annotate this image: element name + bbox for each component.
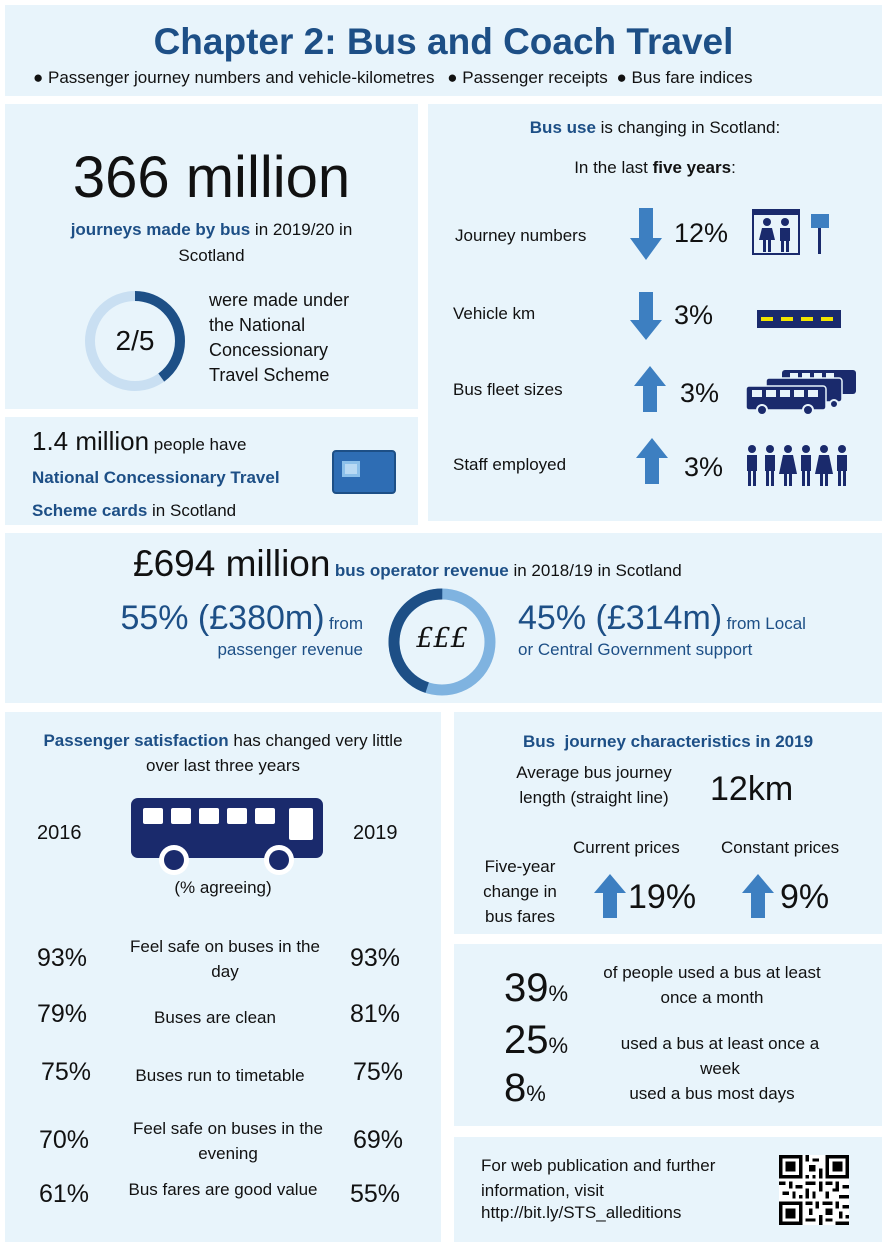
value-2016: 75%	[41, 1058, 92, 1086]
cards-text	[32, 425, 332, 527]
revenue-left-value: 55% (£380m)	[120, 599, 325, 637]
frequency-text: used a bus at least once a week	[620, 1034, 820, 1078]
satisfaction-title-bold: Passenger satisfaction	[43, 731, 229, 750]
revenue-desc-rest: in 2018/19 in Scotland	[508, 561, 682, 580]
revenue-headline: £694 million	[133, 543, 331, 584]
value-2019: 55%	[350, 1180, 401, 1208]
concession-ratio: 2/5	[115, 325, 155, 356]
concession-text	[209, 288, 349, 388]
qr-code-icon[interactable]	[779, 1155, 849, 1225]
cards-text2: in Scotland	[147, 501, 237, 520]
bus-use-value: 3%	[674, 300, 714, 330]
header-panel	[5, 5, 882, 96]
value-2019: 75%	[353, 1058, 404, 1086]
revenue-left	[53, 599, 363, 660]
satisfaction-title	[5, 728, 441, 778]
arrow-up-icon	[634, 366, 666, 412]
frequency-text: used a bus most days	[629, 1084, 795, 1103]
table-row	[5, 1058, 441, 1098]
concession-text-line: Concessionary	[209, 340, 329, 360]
table-row	[5, 1000, 441, 1040]
frequency-unit: %	[548, 1033, 569, 1058]
bus-use-label: Vehicle km	[453, 304, 536, 323]
bus-use-value: 3%	[680, 378, 720, 408]
bus-fleet-icon	[744, 368, 858, 416]
value-2016: 79%	[37, 1000, 88, 1028]
revenue-desc-bold: bus operator revenue	[334, 561, 509, 580]
bus-use-label: Staff employed	[453, 455, 567, 474]
satisfaction-panel	[5, 712, 441, 1242]
frequency-number: 25	[504, 1018, 549, 1062]
frequency-number: 39	[504, 966, 549, 1010]
cards-text1: people have	[149, 435, 247, 454]
bus-use-label: Journey numbers	[455, 226, 587, 245]
bullet-item: Passenger journey numbers and vehicle-kilometres	[48, 68, 435, 87]
staff-icon	[744, 444, 852, 488]
characteristics-panel	[454, 712, 882, 934]
bullet-icon: ●	[616, 68, 627, 87]
satisfaction-label: Bus fares are good value	[128, 1180, 318, 1199]
avg-length-value: 12km	[710, 770, 794, 808]
revenue-headline-row	[133, 543, 682, 585]
satisfaction-label: Buses run to timetable	[135, 1066, 305, 1085]
constant-prices-value: 9%	[780, 878, 830, 916]
revenue-right-value: 45% (£314m)	[518, 599, 723, 637]
subtitle-pre: In the last	[574, 158, 653, 177]
satisfaction-title-rest: has changed very little	[228, 731, 403, 750]
pound-symbol: £££	[416, 623, 468, 654]
header-bullets	[33, 68, 752, 88]
concession-text-line: Travel Scheme	[209, 365, 330, 385]
bullet-item: Bus fare indices	[631, 68, 753, 87]
journeys-description	[5, 217, 418, 269]
journeys-desc-rest: in 2019/20 in	[250, 220, 353, 239]
table-row	[5, 934, 441, 984]
frequency-row	[504, 1018, 568, 1063]
bullet-item: Passenger receipts	[462, 68, 608, 87]
footer-panel	[454, 1137, 882, 1242]
passengers-bus-stop-icon	[751, 208, 833, 256]
bus-use-label: Bus fleet sizes	[453, 380, 563, 399]
subtitle-bold: five years	[652, 158, 732, 177]
revenue-panel	[5, 533, 882, 703]
constant-prices-label: Constant prices	[721, 838, 840, 857]
characteristics-title: Bus journey characteristics in 2019	[522, 732, 814, 751]
arrow-up-icon	[742, 874, 774, 918]
frequency-number: 8	[504, 1066, 527, 1110]
journeys-desc-line2: Scotland	[178, 246, 245, 265]
table-row	[5, 1180, 441, 1220]
table-row	[5, 1116, 441, 1166]
bus-use-panel	[428, 104, 882, 521]
road-icon	[757, 310, 841, 328]
year-left: 2016	[37, 822, 82, 844]
journeys-desc-bold: journeys made by bus	[70, 220, 251, 239]
avg-length-label: Average bus journey length (straight line)	[516, 763, 672, 807]
value-2019: 69%	[353, 1126, 404, 1154]
concession-text-line: were made under	[209, 290, 350, 310]
revenue-ring	[383, 586, 501, 704]
frequency-row	[504, 1066, 546, 1111]
concession-text-line: the National	[209, 315, 306, 335]
cards-panel	[5, 417, 418, 525]
current-prices-label: Current prices	[573, 838, 680, 857]
value-2016: 70%	[39, 1126, 90, 1154]
bus-use-title-rest: is changing in Scotland:	[595, 118, 781, 137]
fares-change-label: Five-year change in bus fares	[483, 857, 557, 926]
frequency-unit: %	[548, 981, 569, 1006]
satisfaction-label: Feel safe on buses in the evening	[133, 1119, 323, 1163]
satisfaction-label: Buses are clean	[154, 1008, 276, 1027]
satisfaction-title-line2: over last three years	[145, 756, 300, 775]
bullet-icon: ●	[447, 68, 458, 87]
satisfaction-caption: (% agreeing)	[174, 878, 272, 897]
concession-ring	[81, 287, 189, 395]
value-2016: 93%	[37, 944, 88, 972]
revenue-right-from: from Local	[726, 614, 806, 633]
arrow-up-icon	[636, 438, 668, 484]
cards-bold-line2: Scheme cards	[32, 501, 148, 520]
bus-icon	[129, 796, 325, 880]
bus-use-value: 12%	[674, 218, 729, 248]
value-2019: 93%	[350, 944, 401, 972]
page-title: Chapter 2: Bus and Coach Travel	[153, 21, 734, 62]
bus-use-title	[428, 118, 882, 138]
bullet-icon: ●	[33, 68, 44, 87]
journeys-headline: 366 million	[72, 145, 351, 210]
revenue-left-from: from	[329, 614, 363, 633]
cards-number: 1.4 million	[32, 426, 150, 456]
footer-text: For web publication and further information, visit	[481, 1156, 716, 1200]
frequency-text: of people used a bus at least once a month	[603, 963, 821, 1007]
revenue-left-line2: passenger revenue	[217, 640, 363, 659]
bus-use-title-bold: Bus use	[529, 118, 596, 137]
frequency-panel	[454, 944, 882, 1126]
revenue-right	[518, 599, 878, 660]
value-2016: 61%	[39, 1180, 90, 1208]
subtitle-post: :	[731, 158, 736, 177]
year-right: 2019	[353, 822, 398, 844]
satisfaction-label: Feel safe on buses in the day	[130, 937, 320, 981]
current-prices-value: 19%	[628, 878, 697, 916]
bus-use-subtitle	[428, 158, 882, 178]
revenue-right-line2: or Central Government support	[518, 640, 753, 659]
concession-card-icon	[332, 450, 396, 494]
arrow-up-icon	[594, 874, 626, 918]
cards-bold-line1: National Concessionary Travel	[32, 468, 280, 487]
journeys-panel	[5, 104, 418, 409]
frequency-unit: %	[526, 1081, 546, 1106]
bus-use-value: 3%	[684, 452, 724, 482]
arrow-down-icon	[630, 208, 662, 260]
arrow-down-icon	[630, 292, 662, 340]
frequency-row	[504, 966, 568, 1011]
value-2019: 81%	[350, 1000, 401, 1028]
footer-link[interactable]: http://bit.ly/STS_alleditions	[481, 1203, 682, 1222]
